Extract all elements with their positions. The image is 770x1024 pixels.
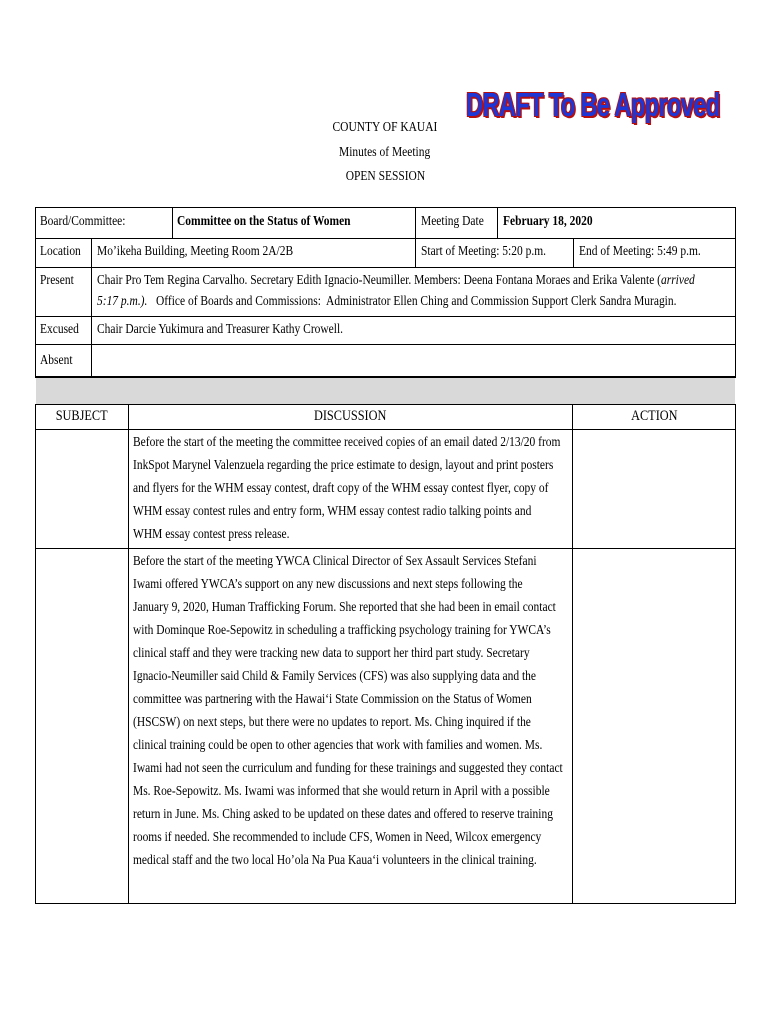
subject-header: SUBJECT: [55, 408, 108, 424]
discussion-entry-2: Before the start of the meeting YWCA Clinical Director of Sex Assault Services Stefani Iwami offered YWCA’s support on any new discussions and next steps following the January 9, 2020, Human Trafficking Forum. She reported that she had been in email contact with Dominque Roe-Sepowitz in scheduling a trafficking psychology training for YWCA’s clinical staff and they were tracking new data to support her third part study. Secretary Ignacio-Neumiller said Child & Family Services (CFS) was also supplying data and the committee was partnering with the Hawai‘i State Commission on the Status of Women (HSCSW) on next steps, but there were no updates to report. Ms. Ching inquired if the clinical training could be open to other agencies that work with families and women. Ms. Iwami had not seen the curriculum and funding for these trainings and suggested they contact Ms. Roe-Sepowitz. Ms. Iwami was informed that she would return in April with a possible return in June. Ms. Ching asked to be updated on these dates and offered to reserve training rooms if needed. She recommended to include CFS, Women in Need, Wilcox emergency medical staff and the two local Ho’ola Na Pua Kaua‘i volunteers in the clinical training.: [133, 554, 563, 868]
section-separator: [36, 378, 735, 404]
absent-label: Absent: [40, 353, 73, 368]
location-value: Mo’ikeha Building, Meeting Room 2A/2B: [97, 244, 294, 259]
discussion-entry-1: Before the start of the meeting the committee received copies of an email dated 2/13/20 from InkSpot Marynel Valenzuela regarding the price estimate to design, layout and print posters and flyers for the WHM essay contest, draft copy of the WHM essay contest flyer, copy of WHM essay contest rules and entry form, WHM essay contest radio talking points and WHM essay contest press release.: [133, 435, 561, 542]
board-label: Board/Committee:: [40, 214, 126, 229]
board-value: Committee on the Status of Women: [177, 214, 351, 229]
county-heading: COUNTY OF KAUAI: [332, 120, 438, 135]
minutes-heading: Minutes of Meeting: [339, 145, 431, 160]
session-heading: OPEN SESSION: [345, 169, 425, 184]
meeting-date-label: Meeting Date: [421, 214, 484, 229]
action-header: ACTION: [630, 408, 678, 424]
start-of-meeting: Start of Meeting: 5:20 p.m.: [421, 244, 546, 259]
present-label: Present: [40, 273, 74, 288]
excused-value: Chair Darcie Yukimura and Treasurer Kathy Crowell.: [97, 322, 344, 337]
end-of-meeting: End of Meeting: 5:49 p.m.: [579, 244, 701, 259]
excused-label: Excused: [40, 322, 79, 337]
present-line-1: Chair Pro Tem Regina Carvalho. Secretary Edith Ignacio-Neumiller. Members: Deena Fontana Moraes and Erika Valente (arrived: [97, 273, 695, 288]
meeting-date-value: February 18, 2020: [503, 214, 593, 229]
draft-stamp: DRAFT To Be Approved: [466, 86, 720, 123]
location-label: Location: [40, 244, 81, 259]
discussion-header: DISCUSSION: [313, 408, 387, 424]
present-line-2: 5:17 p.m.). Office of Boards and Commissions: Administrator Ellen Ching and Commission Support Clerk Sandra Muragin.: [97, 294, 677, 309]
